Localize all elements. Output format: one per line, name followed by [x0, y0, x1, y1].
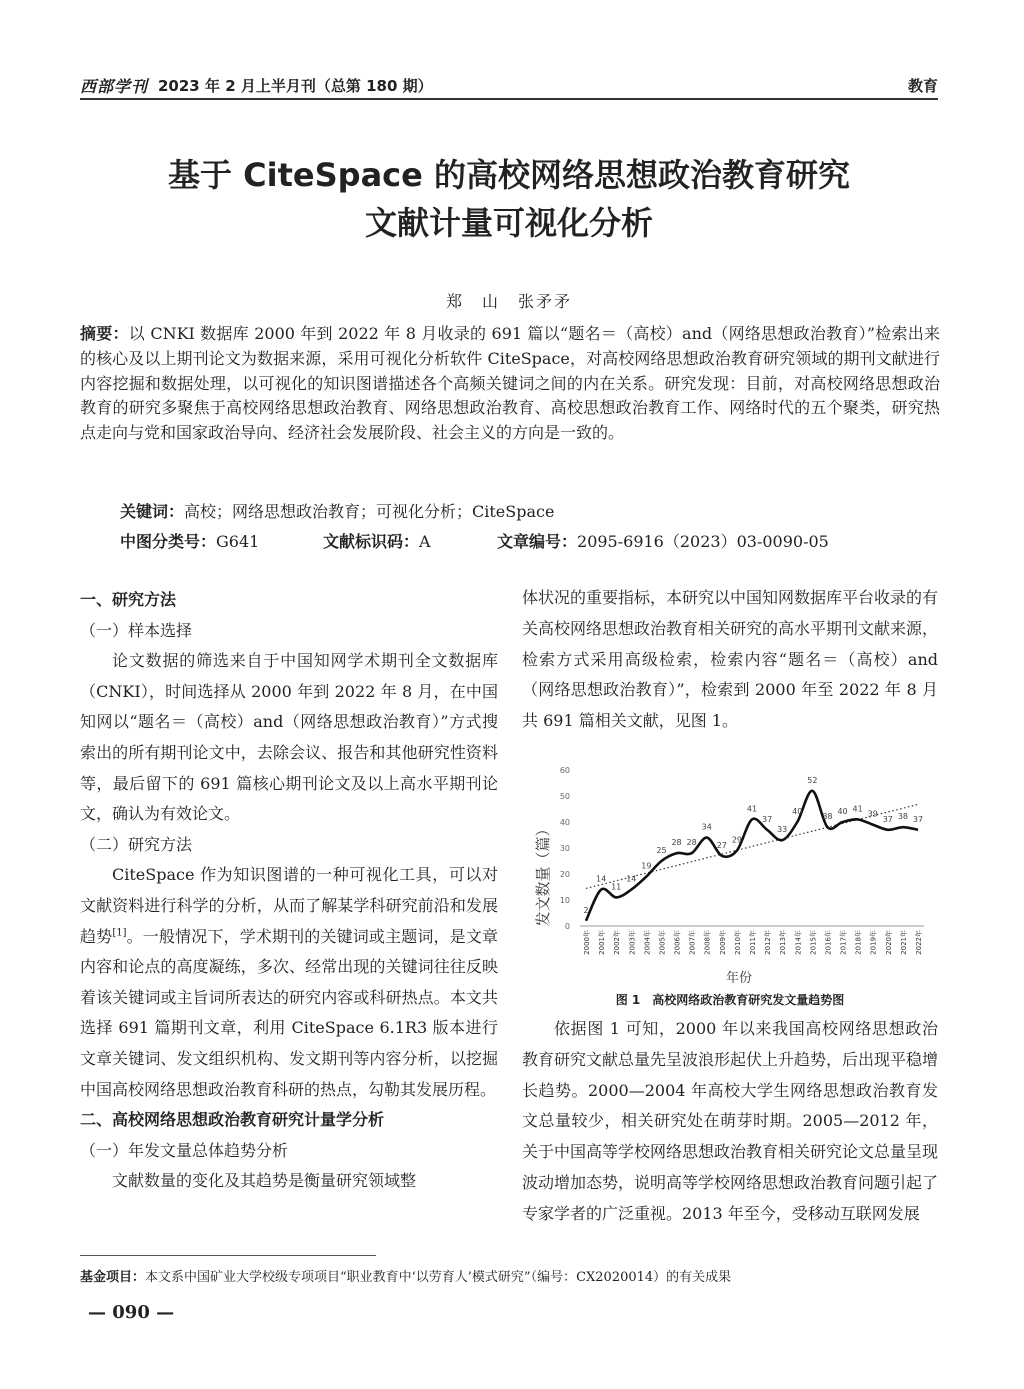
- citation-ref: [1]: [112, 927, 127, 939]
- x-tick-label: 2016年: [824, 930, 833, 955]
- x-tick-label: 2018年: [854, 930, 863, 955]
- column-name: 教育: [907, 77, 938, 95]
- x-tick-label: 2015年: [809, 930, 818, 955]
- section-1-1-heading: （一）样本选择: [80, 620, 193, 640]
- x-tick-label: 2006年: [673, 930, 682, 955]
- journal-logo: 西部学刊: [80, 77, 149, 96]
- paragraph-text: 。一般情况下，学术期刊的关键词或主题词，是文章内容和论点的高度凝练，多次、经常出现的关键词往往反映着该关键词或主旨词所表达的研究内容或科研热点。本文共选择 691 篇期刊文章，利用 CiteSpace 6.1R3 版本进行文章关键词、发文组织机构、发文期刊等内容分析，以挖掘中国高校网络思想政治教育科研的热点，勾勒其发展历程。: [80, 926, 498, 1099]
- paragraph: 依据图 1 可知，2000 年以来我国高校网络思想政治教育研究文献总量先呈波浪形起伏上升趋势，后出现平稳增长趋势。2000—2004 年高校大学生网络思想政治教育发文总量较少，相关研究处在萌芽时期。2005—2012 年，关于中国高等学校网络思想政治教育相关研究论文总量呈现波动增加态势，说明高等学校网络思想政治教育问题引起了专家学者的广泛重视。2013 年至今，受移动互联网发展: [522, 1019, 939, 1223]
- x-tick-label: 2002年: [613, 930, 622, 955]
- x-tick-label: 2012年: [764, 930, 773, 955]
- issue-info: 2023 年 2 月上半月刊（总第 180 期）: [158, 77, 433, 95]
- paragraph-text: CiteSpace 作为知识图谱的一种可视化工具，可以对文献资料进行科学的分析，从而了解某学科研究前沿和发展趋势: [80, 865, 498, 946]
- paper-title-line-2: 文献计量可视化分析: [364, 204, 653, 242]
- data-label: 28: [671, 838, 682, 848]
- data-label: 38: [822, 812, 833, 822]
- chart-labels: [583, 776, 923, 915]
- funding-note: [80, 1266, 731, 1285]
- chart-svg: [534, 756, 934, 990]
- y-tick-label: 10: [559, 896, 570, 905]
- data-label: 37: [912, 814, 924, 824]
- abstract-text: 以 CNKI 数据库 2000 年到 2022 年 8 月收录的 691 篇以“题名＝（高校）and（网络思想政治教育）”检索出来的核心及以上期刊论文为数据来源，采用可视化分析软件 CiteSpace，对高校网络思想政治教育研究领域的期刊文献进行内容挖掘和数据处理，以可视化的知识图谱描述各个高频关键词之间的内在关系。研究发现：目前，对高校网络思想政治教育的研究多聚焦于高校网络思想政治教育、网络思想政治教育、高校思想政治教育工作、网络时代的五个聚类，研究热点走向与党和国家政治导向、经济社会发展阶段、社会主义的方向是一致的。: [80, 324, 940, 443]
- paragraph: 体状况的重要指标，本研究以中国知网数据库平台收录的有关高校网络思想政治教育相关研究的高水平期刊文献来源，检索方式采用高级检索，检索内容“题名＝（高校）and（网络思想政治教育）”，检索到 2000 年至 2022 年 8 月共 691 篇相关文献，见图 1。: [522, 588, 939, 731]
- x-tick-label: 2022年: [915, 930, 923, 955]
- paragraph: 论文数据的筛选来自于中国知网学术期刊全文数据库（CNKI），时间选择从 2000 年到 2022 年 8 月，在中国知网以“题名＝（高校）and（网络思想政治教育）”方式搜索出的所有期刊论文中，去除会议、报告和其他研究性资料等，最后留下的 691 篇核心期刊论文及以上高水平期刊论文，确认为有效论文。: [80, 651, 498, 824]
- chart-axes: [560, 766, 924, 955]
- funding-label: 基金项目：: [80, 1270, 146, 1285]
- article-number: [497, 529, 829, 552]
- x-axis-label: 年份: [725, 971, 753, 986]
- keywords-text: 高校；网络思想政治教育；可视化分析；CiteSpace: [184, 502, 555, 521]
- x-tick-label: 2011年: [749, 930, 757, 955]
- keywords-label: 关键词：: [120, 502, 185, 521]
- page-number: — 090 —: [88, 1302, 175, 1323]
- doc-code: [323, 529, 431, 552]
- data-label: 37: [882, 814, 893, 824]
- section-1-2-heading: （二）研究方法: [80, 834, 193, 854]
- data-label: 14: [626, 874, 637, 884]
- data-label: 28: [686, 838, 697, 848]
- article-value: 2095-6916（2023）03-0090-05: [577, 532, 829, 551]
- clc-number: [120, 529, 259, 552]
- data-label: 14: [595, 874, 607, 884]
- y-tick-label: 60: [559, 766, 570, 775]
- data-label: 34: [701, 822, 712, 832]
- section-2-heading: 二、高校网络思想政治教育研究计量学分析: [80, 1110, 385, 1130]
- footnote-rule: [80, 1255, 376, 1256]
- y-tick-label: 40: [559, 818, 570, 827]
- clc-label: 中图分类号：: [120, 532, 217, 551]
- y-tick-label: 30: [559, 844, 570, 853]
- data-label: 52: [807, 775, 818, 785]
- paragraph: 文献数量的变化及其趋势是衡量研究领域整: [112, 1171, 417, 1191]
- data-label: 39: [867, 809, 878, 819]
- y-axis-label: 发文数量（篇）: [534, 821, 552, 927]
- x-tick-label: 2001年: [598, 930, 607, 955]
- x-tick-label: 2005年: [658, 930, 667, 955]
- data-label: 40: [837, 807, 848, 816]
- x-tick-label: 2007年: [688, 930, 697, 955]
- x-tick-label: 2019年: [869, 930, 878, 955]
- right-column-top: [522, 583, 938, 737]
- y-tick-label: 50: [559, 792, 570, 801]
- y-tick-label: 20: [559, 870, 570, 879]
- paragraph: [80, 860, 498, 1105]
- x-tick-label: 2008年: [703, 930, 712, 955]
- funding-text: 本文系中国矿业大学校级专项项目“职业教育中‘以劳育人’模式研究”（编号：CX2020014）的有关成果: [145, 1270, 732, 1285]
- data-label: 38: [897, 812, 909, 822]
- section-1-heading: 一、研究方法: [80, 590, 177, 609]
- trend-chart: [534, 756, 934, 990]
- data-label: 25: [656, 846, 667, 855]
- running-header: [80, 72, 938, 100]
- authors: 郑 山 张矛矛: [445, 292, 572, 311]
- data-label: 41: [852, 804, 863, 814]
- paper-title-line-1: 基于 CiteSpace 的高校网络思想政治教育研究: [168, 156, 850, 194]
- right-column-bottom: [522, 1014, 938, 1230]
- data-label: 19: [641, 861, 652, 871]
- y-tick-label: 0: [564, 922, 570, 931]
- data-label: 41: [746, 804, 758, 814]
- doc-label: 文献标识码：: [323, 532, 420, 551]
- x-tick-label: 2021年: [899, 930, 908, 955]
- x-tick-label: 2014年: [794, 930, 803, 955]
- x-tick-label: 2013年: [779, 930, 788, 955]
- keywords: [120, 499, 554, 522]
- article-label: 文章编号：: [497, 532, 578, 551]
- x-tick-label: 2003年: [628, 930, 637, 955]
- x-tick-label: 2000年: [583, 930, 591, 955]
- x-tick-label: 2020年: [884, 930, 893, 955]
- left-column: [80, 585, 498, 1197]
- doc-value: A: [419, 532, 431, 551]
- data-label: 29: [731, 835, 743, 845]
- clc-value: G641: [216, 532, 260, 551]
- data-label: 40: [792, 807, 803, 816]
- x-tick-label: 2010年: [733, 930, 742, 955]
- data-label: 2: [583, 905, 589, 915]
- x-tick-label: 2004年: [643, 930, 652, 955]
- abstract: [80, 322, 940, 446]
- data-label: 33: [777, 825, 788, 835]
- x-tick-label: 2017年: [839, 930, 848, 955]
- abstract-label: 摘要：: [80, 324, 129, 343]
- x-tick-label: 2009年: [718, 930, 727, 955]
- section-2-1-heading: （一）年发文量总体趋势分析: [80, 1140, 289, 1160]
- data-label: 37: [761, 814, 773, 824]
- figure-caption: 图 1 高校网络政治教育研究发文量趋势图: [615, 993, 845, 1007]
- data-label: 11: [611, 882, 622, 892]
- data-label: 27: [716, 840, 727, 850]
